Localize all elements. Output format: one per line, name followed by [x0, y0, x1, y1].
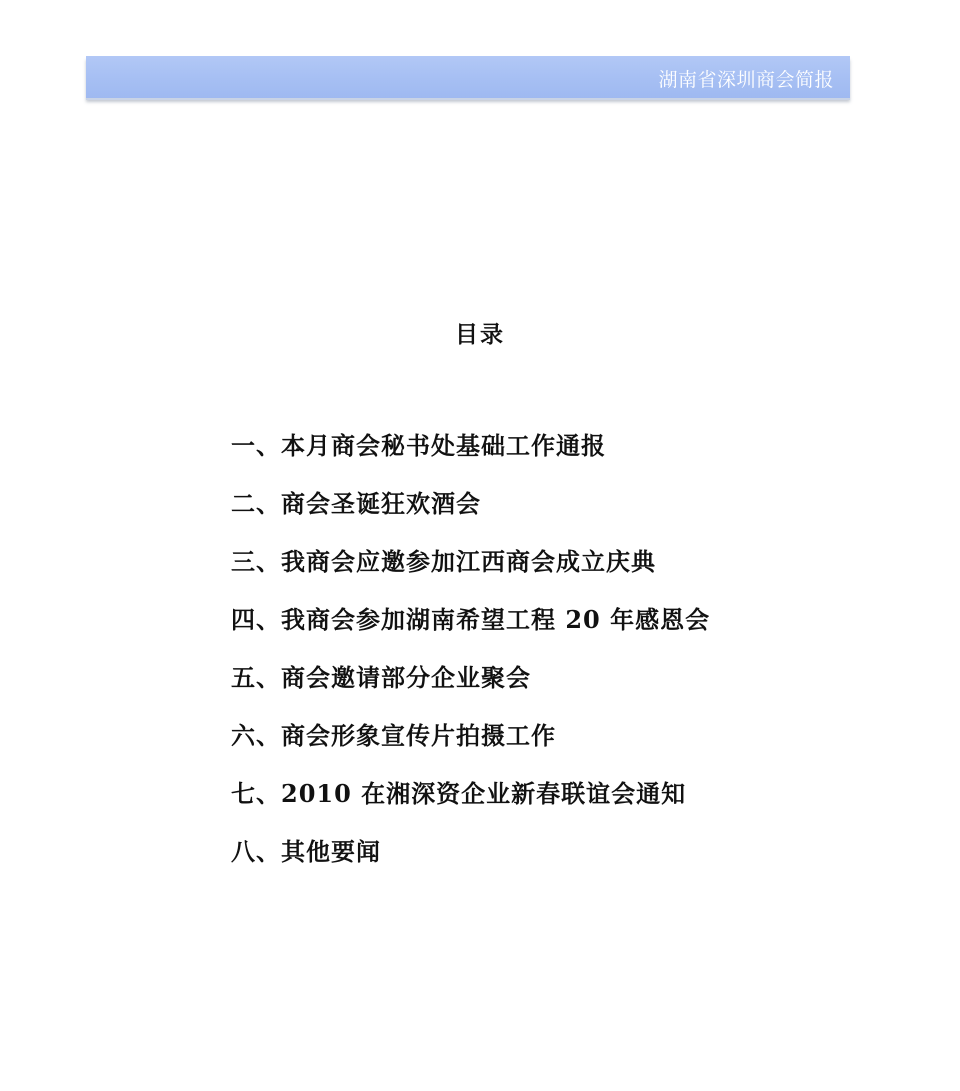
toc-item-1: 一、本月商会秘书处基础工作通报 — [231, 431, 606, 460]
toc-item-4: 四、我商会参加湖南希望工程 20 年感恩会 — [231, 605, 711, 634]
toc-title: 目录 — [455, 321, 505, 348]
toc-item-2: 二、商会圣诞狂欢酒会 — [231, 489, 481, 518]
toc-item-8: 八、其他要闻 — [231, 837, 381, 866]
toc-item-3: 三、我商会应邀参加江西商会成立庆典 — [231, 547, 656, 576]
toc-item-7: 七、2010 在湘深资企业新春联谊会通知 — [231, 779, 687, 808]
toc-list — [231, 430, 710, 894]
header-banner — [86, 56, 850, 98]
toc-item-6: 六、商会形象宣传片拍摄工作 — [231, 721, 556, 750]
toc-item-5: 五、商会邀请部分企业聚会 — [231, 663, 531, 692]
header-title: 湖南省深圳商会简报 — [658, 69, 834, 91]
